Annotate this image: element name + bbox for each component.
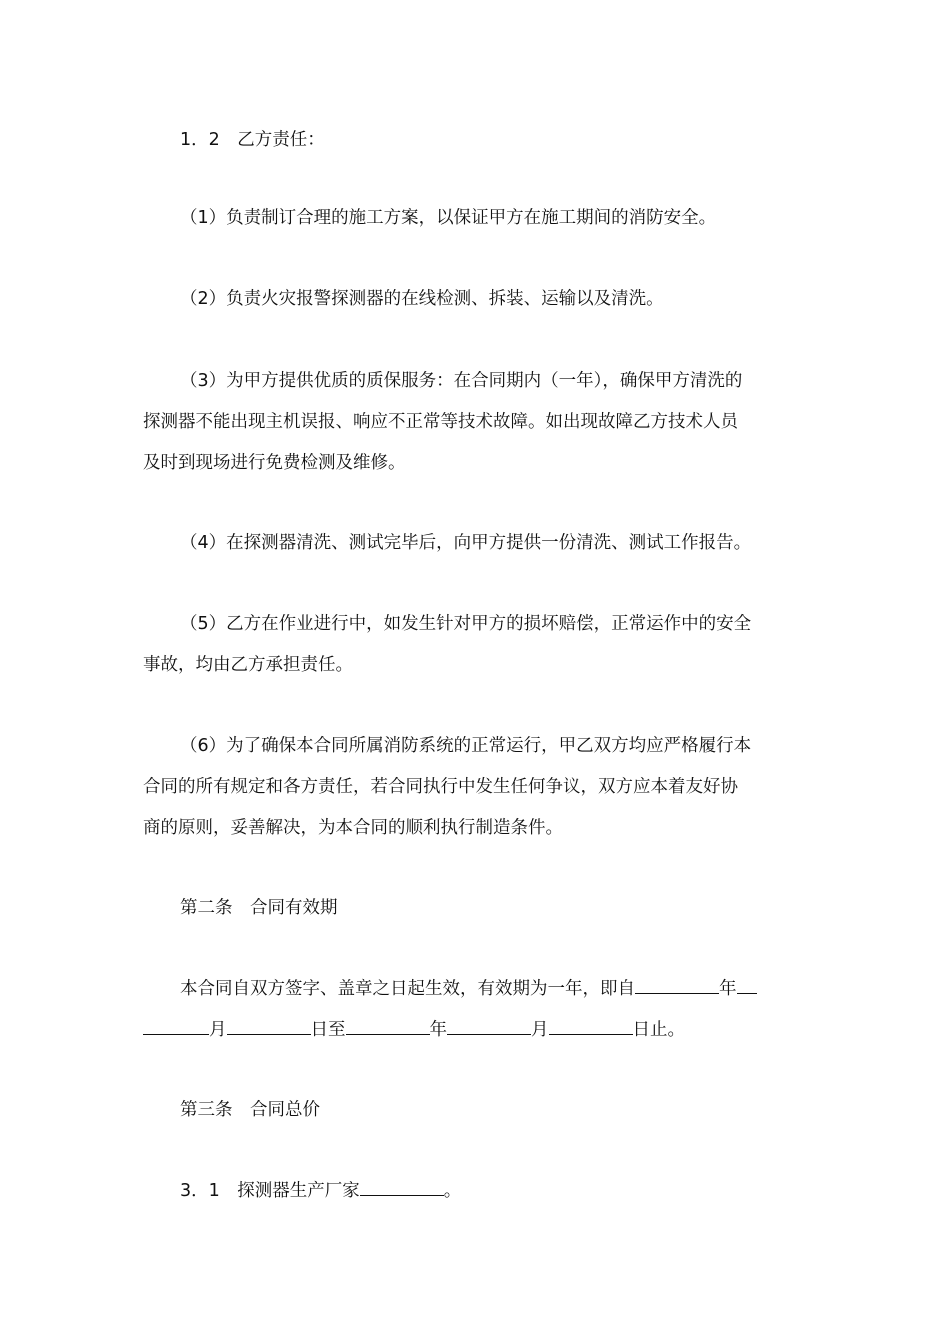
clause-item-3-line-3: 及时到现场进行免费检测及维修。 [143, 453, 406, 473]
clause-item-6-line-1: （6）为了确保本合同所属消防系统的正常运行，甲乙双方均应严格履行本 [180, 736, 752, 756]
clause-item-3-line-2: 探测器不能出现主机误报、响应不正常等技术故障。如出现故障乙方技术人员 [143, 412, 738, 432]
clause-item-1: （1）负责制订合理的施工方案，以保证甲方在施工期间的消防安全。 [180, 208, 717, 228]
fill-blank [143, 1016, 209, 1035]
clause-item-6-line-2: 合同的所有规定和各方责任，若合同执行中发生任何争议，双方应本着友好协 [143, 777, 738, 797]
clause-item-5-line-2: 事故，均由乙方承担责任。 [143, 655, 353, 675]
clause-item-6-line-3: 商的原则，妥善解决，为本合同的顺利执行制造条件。 [143, 818, 563, 838]
clause-item-2: （2）负责火灾报警探测器的在线检测、拆装、运输以及清洗。 [180, 289, 664, 309]
fill-blank [737, 975, 757, 994]
month-label: 月 [531, 1020, 549, 1040]
period-mark: 。 [443, 1181, 462, 1201]
fill-blank [447, 1016, 531, 1035]
article-2-heading: 第二条 合同有效期 [180, 898, 338, 918]
validity-line-2 [143, 1016, 813, 1043]
year-label: 年 [719, 979, 737, 999]
fill-blank [360, 1177, 444, 1196]
clause-3-1 [180, 1177, 850, 1204]
section-heading-1-2: 1．2 乙方责任： [180, 130, 325, 150]
fill-blank [635, 975, 719, 994]
month-label: 月 [209, 1020, 227, 1040]
year-label: 年 [429, 1020, 447, 1040]
clause-item-5-line-1: （5）乙方在作业进行中，如发生针对甲方的损坏赔偿，正常运作中的安全 [180, 614, 752, 634]
clause-item-3-line-1: （3）为甲方提供优质的质保服务：在合同期内（一年），确保甲方清洗的 [180, 371, 743, 391]
clause-item-4: （4）在探测器清洗、测试完毕后，向甲方提供一份清洗、测试工作报告。 [180, 533, 752, 553]
fill-blank [346, 1016, 430, 1035]
manufacturer-label: 3．1 探测器生产厂家 [180, 1181, 360, 1201]
day-to-label: 日至 [310, 1020, 346, 1040]
validity-line-1 [180, 975, 850, 1002]
fill-blank [227, 1016, 311, 1035]
day-end-label: 日止。 [632, 1020, 685, 1040]
validity-text: 本合同自双方签字、盖章之日起生效，有效期为一年，即自 [180, 979, 635, 999]
fill-blank [549, 1016, 633, 1035]
article-3-heading: 第三条 合同总价 [180, 1100, 320, 1120]
